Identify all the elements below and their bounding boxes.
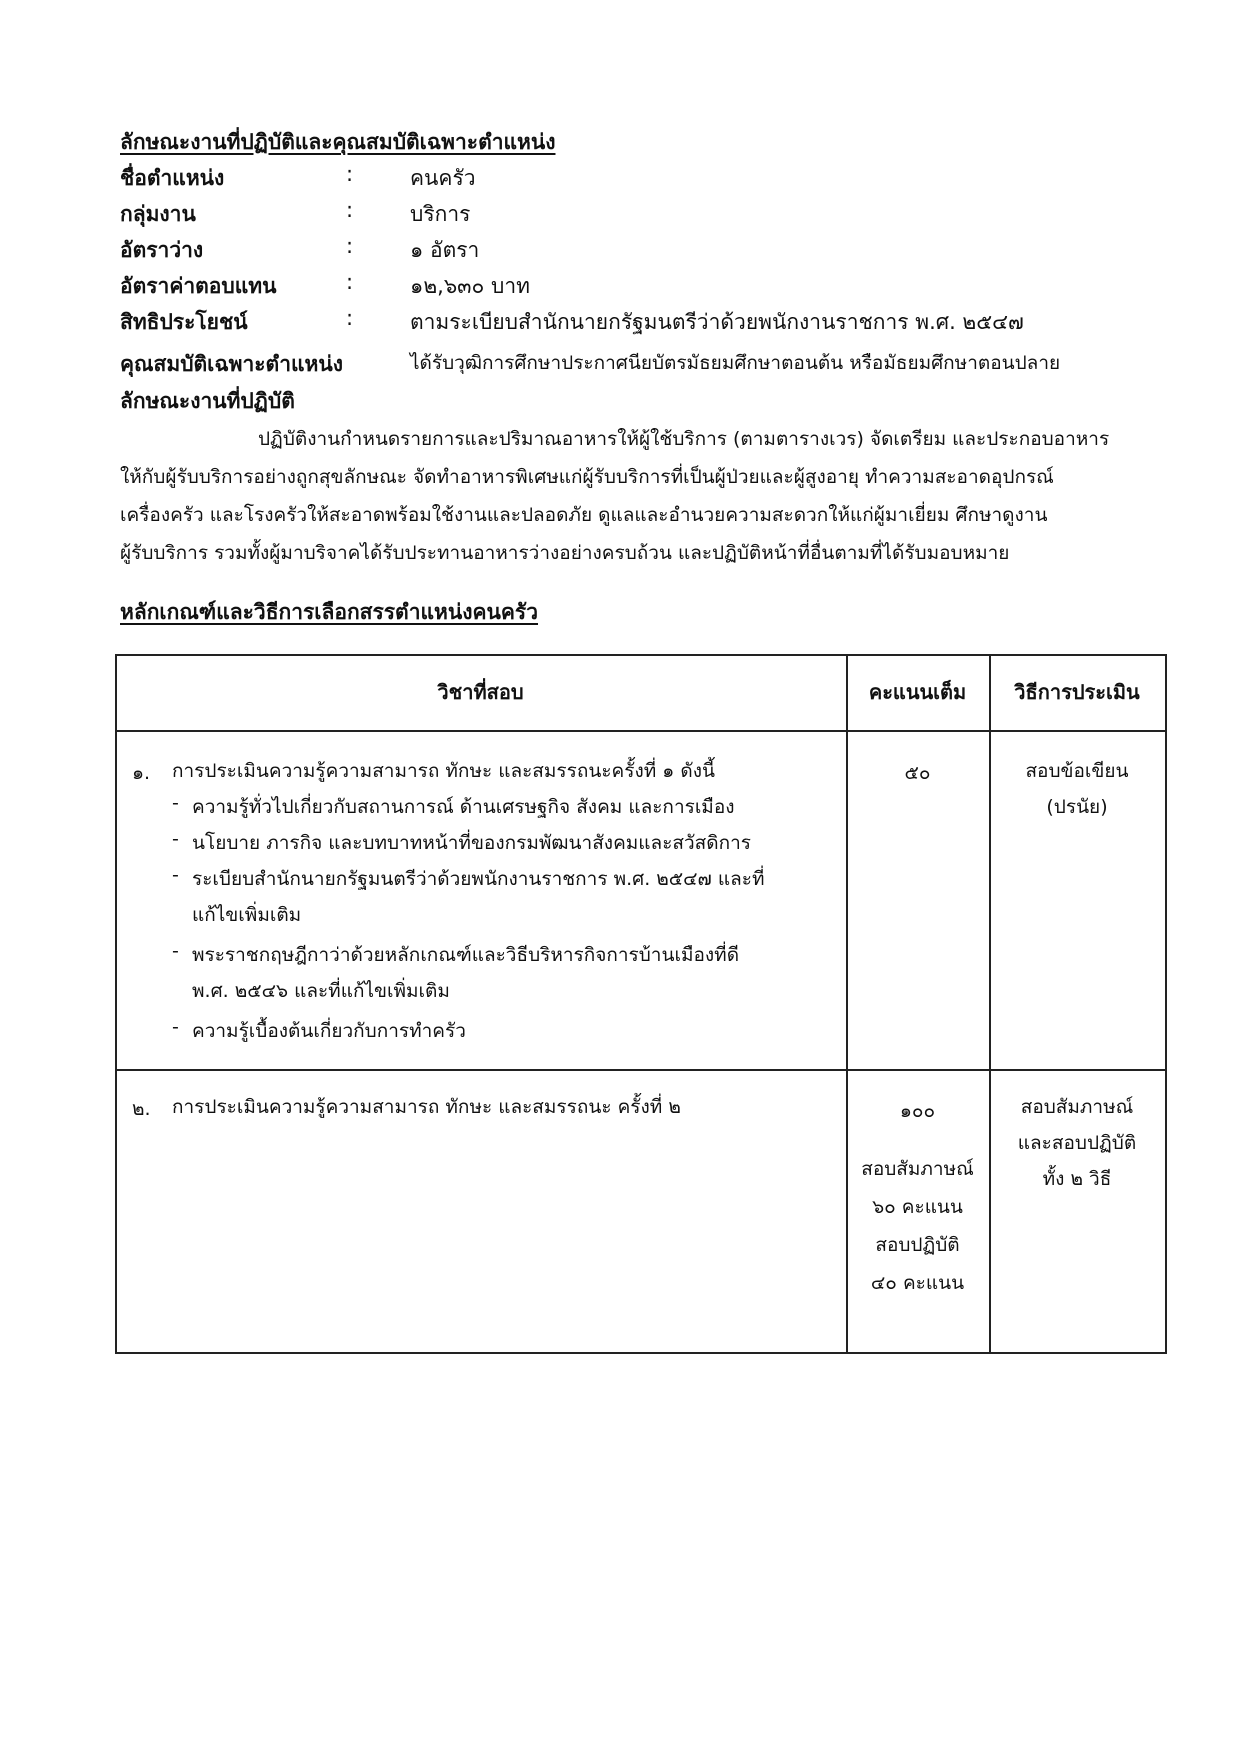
table-header-method: วิธีการประเมิน [1014,680,1140,704]
description-line: ให้กับผู้รับบริการอย่างถูกสุขลักษณะ จัดทำอาหารพิเศษแก่ผู้รับบริการที่เป็นผู้ป่วยและผู้สูงอายุ ทำความสะอาดอุปกรณ์ [120,466,1054,488]
info-value: ตามระเบียบสำนักนายกรัฐมนตรีว่าด้วยพนักงานราชการ พ.ศ. ๒๕๔๗ [410,310,1024,334]
row-number: ๒. [132,1098,151,1120]
score-detail: สอบสัมภาษณ์ [861,1158,974,1180]
bullet-text: ความรู้เบื้องต้นเกี่ยวกับการทำครัว [192,1020,466,1042]
info-colon: : [346,306,354,330]
method-line: (ปรนัย) [1046,796,1108,818]
bullet-dash: - [172,828,179,850]
method-line: และสอบปฏิบัติ [1017,1132,1137,1154]
section-heading-job-description: ลักษณะงานที่ปฏิบัติและคุณสมบัติเฉพาะตำแหน่ง [120,130,556,154]
bullet-dash: - [172,1016,179,1038]
method-line: สอบข้อเขียน [1025,760,1129,782]
table-row-divider [115,1069,1167,1071]
bullet-text: พ.ศ. ๒๕๔๖ และที่แก้ไขเพิ่มเติม [192,980,450,1002]
info-value: ๑ อัตรา [410,238,480,262]
score-detail: ๖๐ คะแนน [872,1196,963,1218]
bullet-text: แก้ไขเพิ่มเติม [192,904,302,926]
table-border-left [115,654,117,1354]
bullet-text: นโยบาย ภารกิจ และบทบาทหน้าที่ของกรมพัฒนาสังคมและสวัสดิการ [192,832,751,854]
bullet-text: พระราชกฤษฎีกาว่าด้วยหลักเกณฑ์และวิธีบริหารกิจการบ้านเมืองที่ดี [192,944,740,966]
section-heading-selection-criteria: หลักเกณฑ์และวิธีการเลือกสรรตำแหน่งคนครัว [120,600,539,624]
row-title: การประเมินความรู้ความสามารถ ทักษะ และสมรรถนะ ครั้งที่ ๒ [172,1096,681,1118]
description-line: ผู้รับบริการ รวมทั้งผู้มาบริจาคได้รับประทานอาหารว่างอย่างครบถ้วน และปฏิบัติหน้าที่อื่นตามที่ได้รับมอบหมาย [120,542,1010,564]
full-score: ๕๐ [904,762,931,784]
info-value: บริการ [410,202,471,226]
info-value: ได้รับวุฒิการศึกษาประกาศนียบัตรมัธยมศึกษาตอนต้น หรือมัธยมศึกษาตอนปลาย [410,352,1061,374]
bullet-dash: - [172,864,179,886]
method-line: ทั้ง ๒ วิธี [1042,1168,1112,1190]
row-title: การประเมินความรู้ความสามารถ ทักษะ และสมรรถนะครั้งที่ ๑ ดังนี้ [172,760,715,782]
info-label: คุณสมบัติเฉพาะตำแหน่ง [120,352,343,376]
table-border-right [1165,654,1167,1354]
info-value: ๑๒,๖๓๐ บาท [410,274,530,298]
description-heading: ลักษณะงานที่ปฏิบัติ [120,389,295,413]
description-line: ปฏิบัติงานกำหนดรายการและปริมาณอาหารให้ผู้ใช้บริการ (ตามตารางเวร) จัดเตรียม และประกอบอาหาร [258,428,1110,450]
selection-criteria-table [115,654,1167,1354]
method-line: สอบสัมภาษณ์ [1020,1096,1134,1118]
info-label: กลุ่มงาน [120,202,196,226]
info-colon: : [346,270,354,294]
info-label: อัตราว่าง [120,238,204,262]
info-colon: : [346,162,354,186]
table-header-subject: วิชาที่สอบ [437,680,524,704]
info-value: คนครัว [410,166,476,190]
description-line: เครื่องครัว และโรงครัวให้สะอาดพร้อมใช้งานและปลอดภัย ดูแลและอำนวยความสะดวกให้แก่ผู้มาเยี่ยม ศึกษาดูงาน [120,504,1048,526]
bullet-dash: - [172,940,179,962]
bullet-text: ระเบียบสำนักนายกรัฐมนตรีว่าด้วยพนักงานราชการ พ.ศ. ๒๕๔๗ และที่ [192,868,765,890]
info-label: อัตราค่าตอบแทน [120,274,277,298]
table-header-full-score: คะแนนเต็ม [868,680,967,704]
info-colon: : [346,198,354,222]
row-number: ๑. [132,762,151,784]
score-detail: สอบปฏิบัติ [875,1234,960,1256]
table-header-divider [115,730,1167,732]
info-label: สิทธิประโยชน์ [120,310,248,334]
bullet-text: ความรู้ทั่วไปเกี่ยวกับสถานการณ์ ด้านเศรษฐกิจ สังคม และการเมือง [192,796,735,818]
info-label: ชื่อตำแหน่ง [120,166,225,190]
score-detail: ๔๐ คะแนน [870,1272,965,1294]
full-score: ๑๐๐ [899,1100,936,1122]
table-border-bottom [115,1352,1167,1354]
info-colon: : [346,234,354,258]
bullet-dash: - [172,792,179,814]
